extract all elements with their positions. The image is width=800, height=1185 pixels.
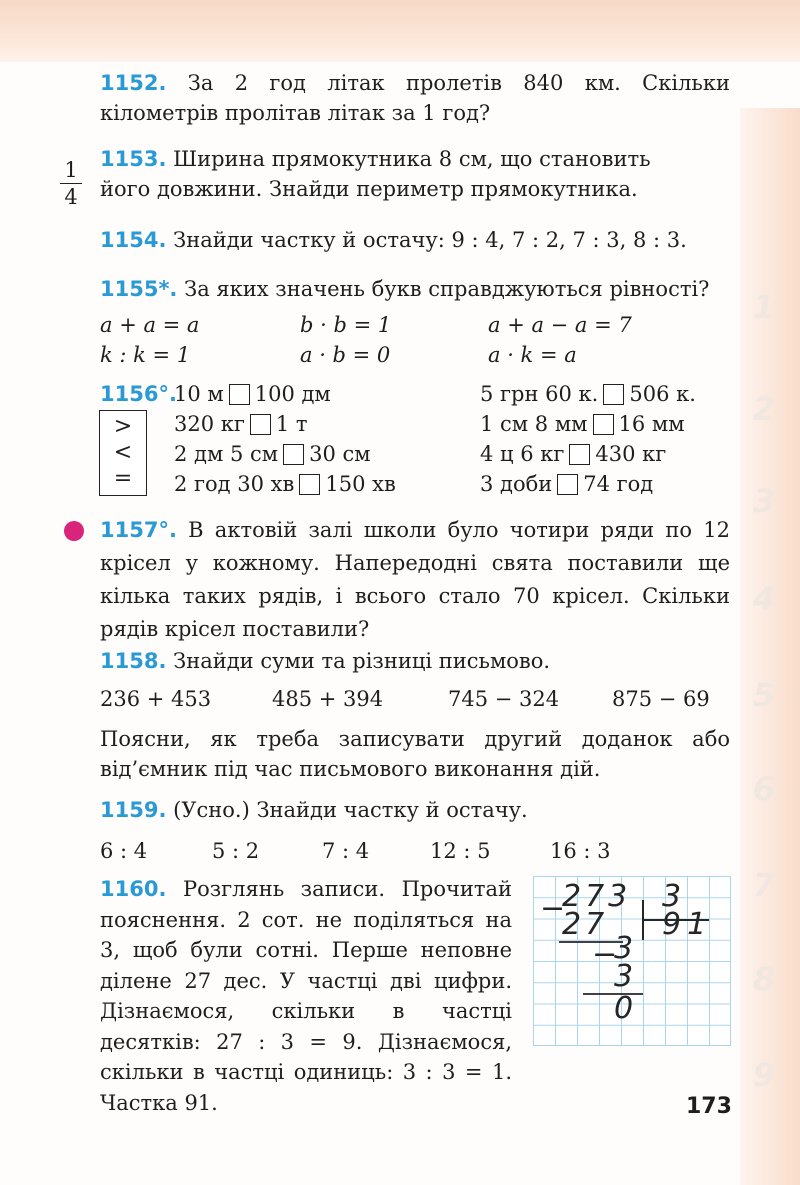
exercise-number: 1160. bbox=[100, 877, 167, 901]
comparison-left: 4 ц 6 кг bbox=[480, 442, 565, 466]
expression: 6 : 4 bbox=[100, 839, 148, 863]
answer-box[interactable] bbox=[229, 384, 250, 405]
equation: a · b = 0 bbox=[300, 343, 391, 367]
comparison-left: 3 доби bbox=[480, 472, 553, 496]
exercise-text: (Усно.) Знайди частку й остачу. bbox=[173, 798, 528, 822]
exercise-number: 1155*. bbox=[100, 277, 178, 301]
side-tab-5: 5 bbox=[752, 676, 776, 714]
exercise-text: В актовій залі школи було чотири ряди по 12 крісел у кожному. Напередодні свята поставили ще кілька таких рядів, і всього стало 70 крісел. Скільки рядів крісел поставили? bbox=[100, 518, 730, 641]
comparison-left: 1 см 8 мм bbox=[480, 412, 588, 436]
comparison-right: 506 к. bbox=[629, 382, 696, 406]
exercise-1158-expressions bbox=[100, 684, 730, 714]
side-tab-2: 2 bbox=[752, 390, 776, 428]
exercise-text-continued: його довжини. Знайди периметр прямокутника. bbox=[100, 177, 638, 201]
comparison-right: 74 год bbox=[583, 472, 654, 496]
exercise-text: За 2 год літак пролетів 840 км. Скільки кілометрів пролітав літак за 1 год? bbox=[100, 71, 730, 125]
exercise-1160 bbox=[100, 874, 512, 1118]
comparison-item bbox=[480, 439, 666, 469]
answer-box[interactable] bbox=[593, 414, 614, 435]
equation: a + a − a = 7 bbox=[488, 313, 632, 337]
answer-box[interactable] bbox=[250, 414, 271, 435]
long-division-lines bbox=[533, 876, 731, 1046]
answer-box[interactable] bbox=[569, 444, 590, 465]
comparison-item bbox=[480, 469, 653, 499]
exercise-1153 bbox=[100, 144, 730, 204]
side-tab-7: 7 bbox=[752, 866, 776, 904]
exercise-1159 bbox=[100, 795, 730, 825]
expression: 5 : 2 bbox=[212, 839, 260, 863]
expression: 485 + 394 bbox=[272, 687, 384, 711]
minus-sign: − bbox=[540, 891, 566, 926]
equation: b · b = 1 bbox=[300, 313, 392, 337]
expression: 7 : 4 bbox=[322, 839, 370, 863]
equation: a · k = a bbox=[488, 343, 577, 367]
exercise-number: 1158. bbox=[100, 649, 167, 673]
expression: 12 : 5 bbox=[430, 839, 491, 863]
difficulty-marker-dot bbox=[64, 521, 84, 541]
fraction-numerator: 1 bbox=[64, 158, 78, 182]
comparison-left: 10 м bbox=[174, 382, 224, 406]
exercise-1158 bbox=[100, 646, 730, 676]
comparison-right: 1 т bbox=[275, 412, 308, 436]
side-tab-9: 9 bbox=[752, 1056, 776, 1094]
comparison-right: 30 см bbox=[309, 442, 371, 466]
equation: a + a = a bbox=[100, 313, 200, 337]
divisor: 3 bbox=[662, 879, 682, 914]
comparison-left: 320 кг bbox=[174, 412, 245, 436]
quotient: 91 bbox=[662, 907, 713, 942]
comparison-left: 2 год 30 хв bbox=[174, 472, 295, 496]
sign-equal: = bbox=[113, 466, 133, 491]
exercise-1157 bbox=[100, 514, 730, 646]
comparison-right: 100 дм bbox=[254, 382, 331, 406]
exercise-1155 bbox=[100, 274, 730, 370]
equation: k : k = 1 bbox=[100, 343, 191, 367]
side-tab-3: 3 bbox=[752, 482, 776, 520]
side-tab-4: 4 bbox=[752, 580, 776, 618]
comparison-item bbox=[174, 379, 480, 409]
exercise-text: Ширина прямокутника 8 см, що становить bbox=[173, 147, 651, 171]
fraction-denominator: 4 bbox=[64, 185, 78, 209]
minus-sign: − bbox=[592, 937, 618, 972]
exercise-text: Знайди суми та різниці письмово. bbox=[173, 649, 551, 673]
comparison-left: 5 грн 60 к. bbox=[480, 382, 599, 406]
exercise-number: 1154. bbox=[100, 228, 167, 252]
answer-box[interactable] bbox=[557, 474, 578, 495]
comparison-item bbox=[480, 409, 685, 439]
sign-greater: > bbox=[113, 414, 133, 439]
comparison-right: 150 хв bbox=[325, 472, 396, 496]
answer-box[interactable] bbox=[603, 384, 624, 405]
exercise-1159-expressions bbox=[100, 836, 730, 866]
comparison-item bbox=[480, 379, 696, 409]
sign-less: < bbox=[113, 440, 133, 465]
answer-box[interactable] bbox=[299, 474, 320, 495]
comparison-item bbox=[174, 469, 480, 499]
exercise-1154 bbox=[100, 225, 730, 255]
exercise-1156 bbox=[100, 379, 730, 499]
exercise-1152 bbox=[100, 68, 730, 128]
comparison-right: 16 мм bbox=[618, 412, 685, 436]
fraction-bar bbox=[60, 183, 82, 184]
subtrahend-1: 27 bbox=[562, 907, 609, 942]
subtrahend-2: 3 bbox=[614, 959, 634, 994]
expression: 875 − 69 bbox=[612, 687, 710, 711]
remainder-1: 3 bbox=[614, 931, 634, 966]
exercise-text: Розглянь записи. Прочитай пояснення. 2 сот. не поділяться на 3, щоб були сотні. Перше неповне ділене 27 дес. У частці дві цифри. Дізнаємося, скільки в частці десятків: 27 : 3 = 9. Дізнаємося, скільки в частці одиниць: 3 : 3 = 1. Частка 91. bbox=[100, 877, 512, 1115]
exercise-number: 1153. bbox=[100, 147, 167, 171]
exercise-number: 1157°. bbox=[100, 518, 177, 542]
page-number: 173 bbox=[686, 1094, 732, 1119]
comparison-right: 430 кг bbox=[595, 442, 667, 466]
exercise-1158-note: Поясни, як треба записувати другий доданок або від’ємник під час письмового виконання дій. bbox=[100, 727, 730, 781]
dividend: 273 bbox=[562, 879, 632, 914]
exercise-number: 1152. bbox=[100, 71, 167, 95]
comparison-item bbox=[174, 409, 480, 439]
exercise-number: 1156°. bbox=[100, 382, 177, 406]
side-tab-6: 6 bbox=[752, 770, 776, 808]
exercise-number: 1159. bbox=[100, 798, 167, 822]
comparison-item bbox=[174, 439, 480, 469]
side-tab-8: 8 bbox=[752, 960, 776, 998]
expression: 745 − 324 bbox=[448, 687, 560, 711]
side-tabs bbox=[740, 108, 800, 1185]
exercise-text: Знайди частку й остачу: 9 : 4, 7 : 2, 7 : 3, 8 : 3. bbox=[173, 228, 687, 252]
top-band bbox=[0, 0, 800, 62]
exercise-text: За яких значень букв справджуються рівності? bbox=[184, 277, 710, 301]
expression: 236 + 453 bbox=[100, 687, 212, 711]
side-tab-1: 1 bbox=[752, 288, 776, 326]
expression: 16 : 3 bbox=[550, 839, 611, 863]
answer-box[interactable] bbox=[283, 444, 304, 465]
final-remainder: 0 bbox=[614, 991, 634, 1026]
fraction-one-quarter bbox=[60, 158, 82, 209]
comparison-left: 2 дм 5 см bbox=[174, 442, 279, 466]
